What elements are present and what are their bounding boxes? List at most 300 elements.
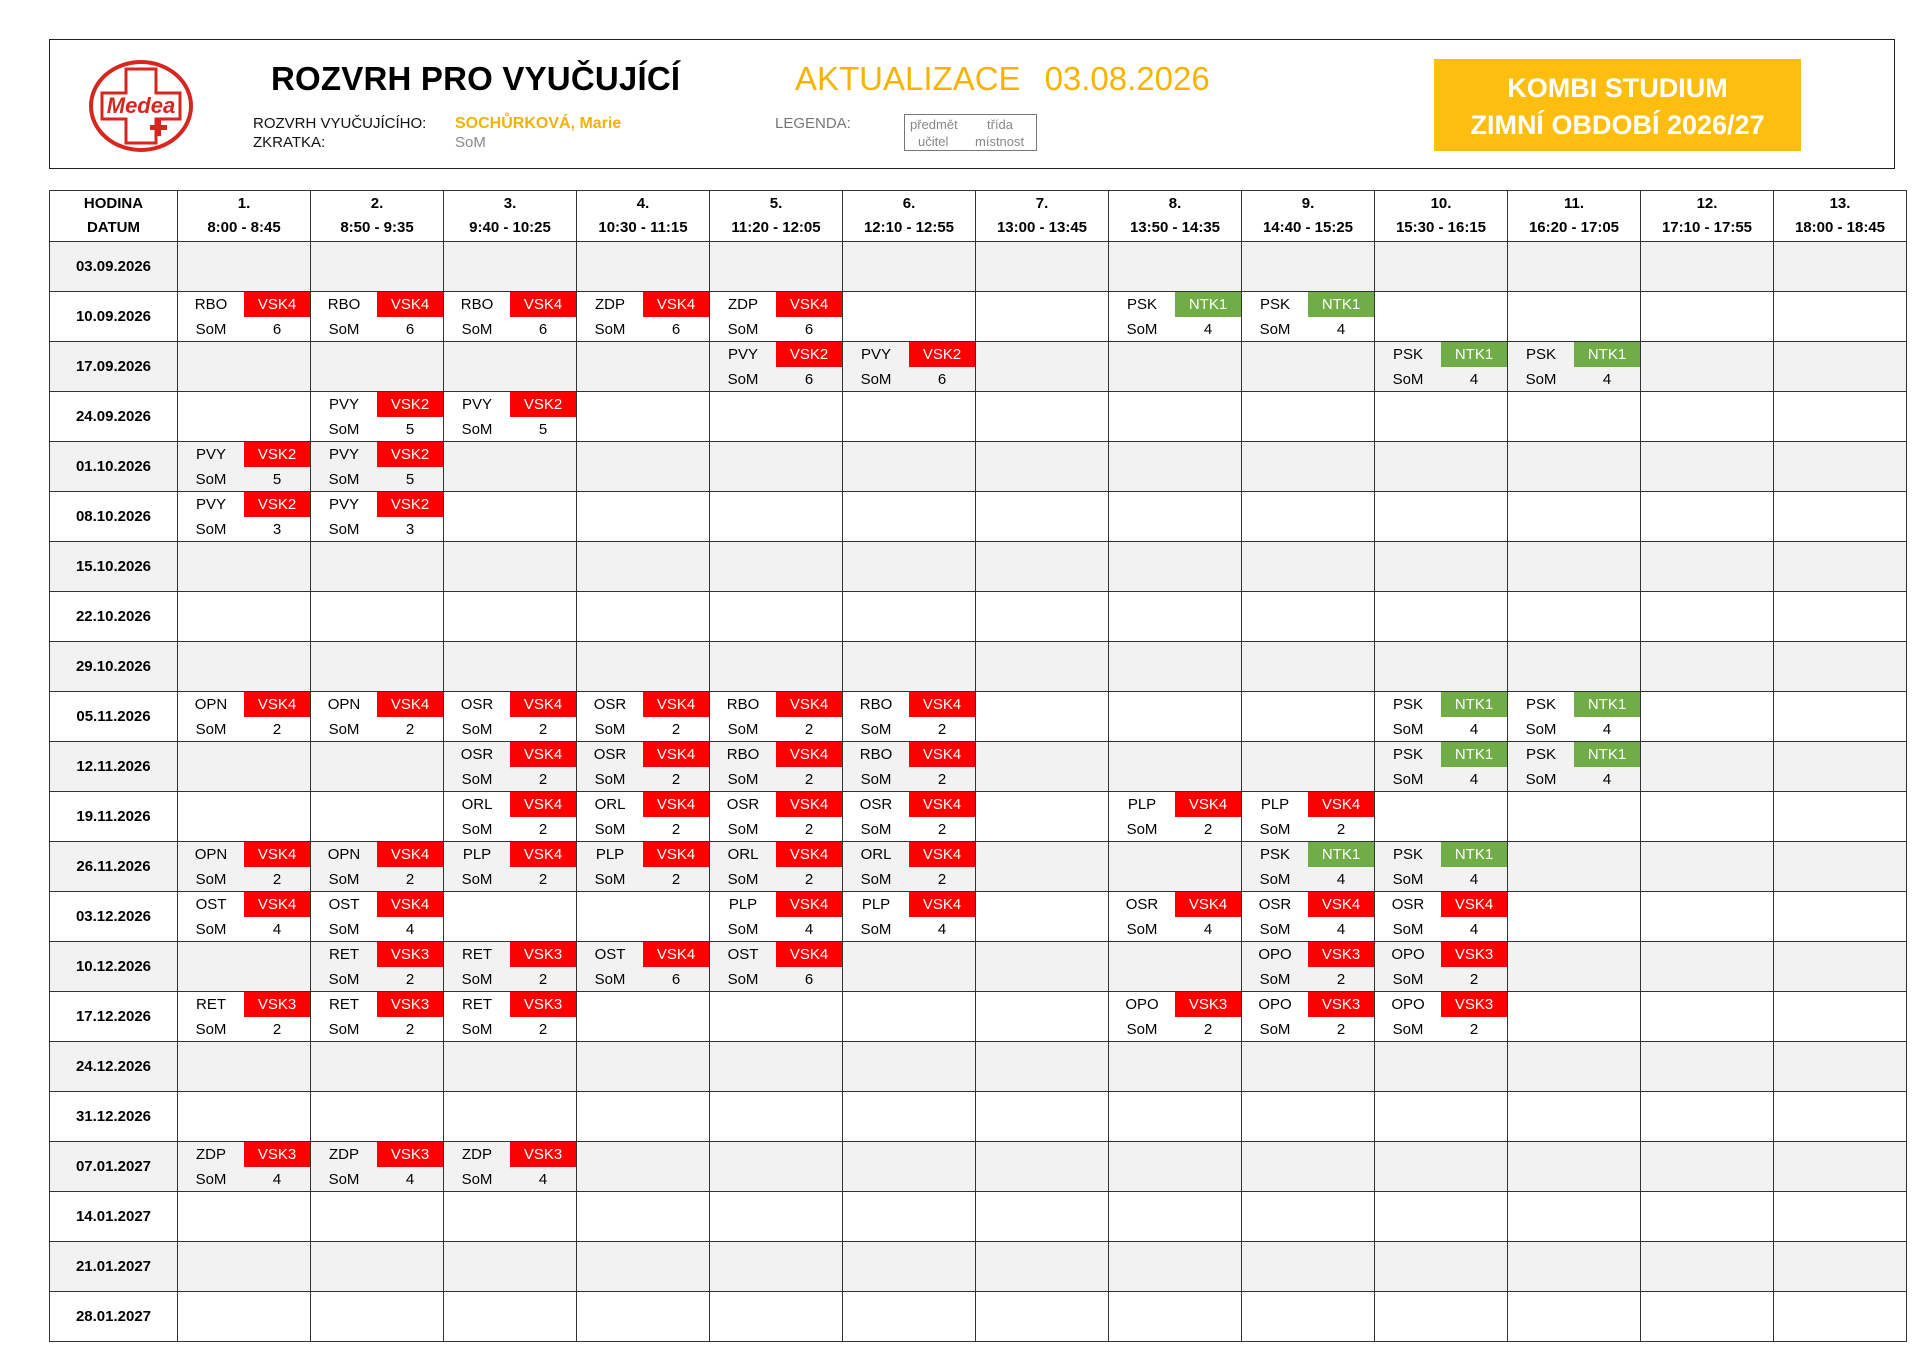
lesson-class: 6 (671, 321, 681, 338)
lesson-teacher: SoM (727, 771, 759, 788)
period-cell (1375, 942, 1508, 992)
lesson-subject: PSK (1259, 296, 1290, 313)
lesson-subject: OSR (726, 796, 760, 813)
period-cell (1242, 242, 1375, 292)
period-header (311, 191, 444, 242)
period-cell (1109, 1042, 1242, 1092)
period-cell (1508, 1292, 1641, 1342)
lesson-subject: RET (196, 996, 226, 1013)
period-cell (1508, 942, 1641, 992)
lesson-class: 2 (1336, 971, 1346, 988)
lesson-room: VSK4 (244, 692, 310, 717)
lesson-subject: PVY (328, 496, 359, 513)
lesson-class: 2 (538, 721, 548, 738)
period-cell (1109, 1142, 1242, 1192)
period-cell (710, 1242, 843, 1292)
period-cell (1508, 992, 1641, 1042)
period-cell (1774, 692, 1907, 742)
period-cell (843, 992, 976, 1042)
lesson-subject: OPO (1258, 996, 1292, 1013)
lesson-teacher: SoM (860, 721, 892, 738)
period-number: 8. (1168, 195, 1182, 212)
lesson-teacher: SoM (461, 421, 493, 438)
lesson-entry (843, 692, 975, 741)
lesson-entry (311, 692, 443, 741)
period-cell (311, 1142, 444, 1192)
period-header (1242, 191, 1375, 242)
lesson-subject: RET (329, 946, 359, 963)
lesson-entry (311, 892, 443, 941)
lesson-teacher: SoM (1392, 921, 1424, 938)
period-cell (1242, 892, 1375, 942)
lesson-room: VSK4 (1175, 892, 1241, 917)
lesson-class: 4 (405, 1171, 415, 1188)
period-cell (976, 492, 1109, 542)
lesson-subject: PSK (1126, 296, 1157, 313)
row-date: 17.12.2026 (50, 992, 178, 1042)
lesson-class: 2 (937, 721, 947, 738)
lesson-subject: PLP (462, 846, 492, 863)
period-header (444, 191, 577, 242)
lesson-subject: OSR (593, 696, 627, 713)
lesson-entry (178, 892, 310, 941)
lesson-teacher: SoM (195, 471, 227, 488)
lesson-class: 2 (671, 721, 681, 738)
period-cell (444, 642, 577, 692)
lesson-room: VSK4 (909, 792, 975, 817)
period-number: 12. (1696, 195, 1718, 212)
period-cell (843, 442, 976, 492)
period-cell (843, 692, 976, 742)
lesson-entry (178, 992, 310, 1041)
period-cell (1641, 242, 1774, 292)
lesson-teacher: SoM (195, 1171, 227, 1188)
row-date: 12.11.2026 (50, 742, 178, 792)
lesson-teacher: SoM (1392, 721, 1424, 738)
period-cell (843, 1042, 976, 1092)
lesson-subject: RET (329, 996, 359, 1013)
period-cell (1375, 242, 1508, 292)
period-cell (178, 642, 311, 692)
lesson-room: VSK4 (1308, 892, 1374, 917)
lesson-class: 4 (272, 921, 282, 938)
lesson-subject: PVY (195, 496, 226, 513)
lesson-teacher: SoM (328, 921, 360, 938)
period-cell (1242, 1242, 1375, 1292)
period-cell (444, 1092, 577, 1142)
period-time: 18:00 - 18:45 (1794, 219, 1886, 236)
period-cell (1508, 792, 1641, 842)
period-cell (444, 542, 577, 592)
lesson-class: 5 (405, 421, 415, 438)
period-cell (976, 892, 1109, 942)
period-cell (710, 342, 843, 392)
lesson-room: NTK1 (1175, 292, 1241, 317)
lesson-entry (1508, 342, 1640, 391)
lesson-entry (444, 792, 576, 841)
period-time: 10:30 - 11:15 (598, 219, 688, 236)
row-date: 24.12.2026 (50, 1042, 178, 1092)
lesson-class: 6 (804, 321, 814, 338)
lesson-subject: OST (328, 896, 360, 913)
period-cell (1774, 792, 1907, 842)
lesson-entry (710, 742, 842, 791)
lesson-room: VSK4 (776, 742, 842, 767)
lesson-entry (843, 842, 975, 891)
lesson-teacher: SoM (1259, 871, 1291, 888)
period-cell (1375, 1242, 1508, 1292)
period-cell (1109, 642, 1242, 692)
lesson-entry (710, 292, 842, 341)
lesson-room: VSK4 (510, 692, 576, 717)
period-cell (1375, 642, 1508, 692)
lesson-class: 2 (272, 871, 282, 888)
period-cell (311, 942, 444, 992)
row-date: 21.01.2027 (50, 1242, 178, 1292)
lesson-class: 5 (538, 421, 548, 438)
period-cell (1641, 1142, 1774, 1192)
period-cell (577, 492, 710, 542)
period-cell (976, 592, 1109, 642)
schedule-row (50, 492, 1907, 542)
period-cell (1375, 542, 1508, 592)
lesson-subject: OSR (1391, 896, 1425, 913)
period-cell (311, 1292, 444, 1342)
period-cell (1641, 842, 1774, 892)
lesson-subject: OSR (460, 746, 494, 763)
period-cell (1641, 492, 1774, 542)
lesson-entry (311, 842, 443, 891)
lesson-entry (843, 342, 975, 391)
period-cell (976, 792, 1109, 842)
period-cell (444, 692, 577, 742)
lesson-entry (1242, 292, 1374, 341)
period-cell (577, 292, 710, 342)
period-cell (311, 592, 444, 642)
period-cell (710, 792, 843, 842)
lesson-room: VSK2 (909, 342, 975, 367)
period-cell (1375, 742, 1508, 792)
lesson-room: VSK4 (510, 742, 576, 767)
lesson-subject: PSK (1392, 846, 1423, 863)
lesson-class: 3 (405, 521, 415, 538)
period-cell (1242, 1292, 1375, 1342)
lesson-subject: RBO (859, 746, 893, 763)
lesson-class: 2 (1469, 971, 1479, 988)
period-cell (1641, 442, 1774, 492)
schedule-row (50, 592, 1907, 642)
lesson-entry (710, 892, 842, 941)
period-cell (710, 542, 843, 592)
lesson-teacher: SoM (860, 821, 892, 838)
period-cell (577, 1292, 710, 1342)
schedule-row (50, 242, 1907, 292)
lesson-class: 2 (671, 821, 681, 838)
lesson-entry (577, 692, 709, 741)
period-cell (1375, 792, 1508, 842)
period-header (178, 191, 311, 242)
lesson-room: VSK4 (643, 292, 709, 317)
lesson-class: 2 (937, 771, 947, 788)
lesson-room: VSK4 (776, 692, 842, 717)
period-cell (311, 1092, 444, 1142)
period-cell (178, 942, 311, 992)
lesson-class: 6 (804, 971, 814, 988)
period-cell (710, 942, 843, 992)
lesson-subject: PSK (1392, 696, 1423, 713)
lesson-room: VSK4 (643, 842, 709, 867)
period-cell (178, 892, 311, 942)
period-header (1774, 191, 1907, 242)
period-cell (1375, 1192, 1508, 1242)
lesson-subject: OSR (1125, 896, 1159, 913)
lesson-teacher: SoM (1525, 371, 1557, 388)
period-cell (976, 342, 1109, 392)
period-cell (444, 292, 577, 342)
period-number: 13. (1829, 195, 1851, 212)
period-cell (843, 742, 976, 792)
period-cell (976, 442, 1109, 492)
period-cell (1508, 1192, 1641, 1242)
period-cell (577, 1242, 710, 1292)
period-cell (178, 492, 311, 542)
lesson-entry (311, 292, 443, 341)
period-number: 5. (769, 195, 783, 212)
period-cell (1109, 892, 1242, 942)
period-cell (710, 242, 843, 292)
period-cell (1109, 942, 1242, 992)
period-cell (1508, 592, 1641, 642)
lesson-room: VSK2 (776, 342, 842, 367)
lesson-entry (577, 792, 709, 841)
period-header (976, 191, 1109, 242)
lesson-teacher: SoM (328, 421, 360, 438)
lesson-entry (843, 742, 975, 791)
period-time: 14:40 - 15:25 (1262, 219, 1354, 236)
period-cell (843, 592, 976, 642)
period-cell (1242, 492, 1375, 542)
period-cell (710, 442, 843, 492)
lesson-entry (178, 1142, 310, 1191)
period-cell (1774, 592, 1907, 642)
lesson-entry (444, 992, 576, 1041)
lesson-entry (444, 942, 576, 991)
period-cell (976, 942, 1109, 992)
period-cell (1242, 442, 1375, 492)
period-cell (1242, 1192, 1375, 1242)
lesson-teacher: SoM (461, 721, 493, 738)
period-cell (1242, 1042, 1375, 1092)
period-cell (976, 1192, 1109, 1242)
lesson-entry (444, 1142, 576, 1191)
period-header (577, 191, 710, 242)
lesson-room: VSK3 (377, 942, 443, 967)
lesson-entry (1109, 892, 1241, 941)
period-cell (1641, 392, 1774, 442)
period-cell (843, 1092, 976, 1142)
schedule-row (50, 792, 1907, 842)
lesson-room: VSK2 (244, 492, 310, 517)
row-date: 26.11.2026 (50, 842, 178, 892)
lesson-room: NTK1 (1574, 342, 1640, 367)
lesson-room: VSK4 (377, 292, 443, 317)
lesson-subject: PVY (461, 396, 492, 413)
period-number: 7. (1035, 195, 1049, 212)
lesson-entry (577, 292, 709, 341)
period-cell (1242, 842, 1375, 892)
lesson-room: VSK4 (1308, 792, 1374, 817)
abbr-label: ZKRATKA: (253, 134, 326, 151)
period-cell (1774, 292, 1907, 342)
period-cell (976, 242, 1109, 292)
period-header (1375, 191, 1508, 242)
period-cell (843, 342, 976, 392)
period-cell (178, 1192, 311, 1242)
period-cell (311, 742, 444, 792)
period-cell (1375, 1042, 1508, 1092)
period-cell (444, 342, 577, 392)
period-cell (1109, 992, 1242, 1042)
period-cell (444, 442, 577, 492)
period-number: 11. (1563, 195, 1585, 212)
schedule-row (50, 842, 1907, 892)
lesson-teacher: SoM (1259, 321, 1291, 338)
row-date: 03.12.2026 (50, 892, 178, 942)
lesson-room: VSK4 (244, 892, 310, 917)
period-cell (1641, 942, 1774, 992)
lesson-class: 2 (804, 771, 814, 788)
lesson-room: VSK3 (244, 992, 310, 1017)
lesson-subject: PSK (1525, 746, 1556, 763)
period-cell (178, 392, 311, 442)
period-cell (1641, 992, 1774, 1042)
period-cell (311, 542, 444, 592)
period-cell (976, 1092, 1109, 1142)
schedule-row (50, 992, 1907, 1042)
period-cell (1109, 742, 1242, 792)
lesson-room: VSK4 (643, 742, 709, 767)
period-cell (843, 892, 976, 942)
lesson-room: VSK2 (377, 442, 443, 467)
period-header (1641, 191, 1774, 242)
lesson-teacher: SoM (461, 1021, 493, 1038)
lesson-subject: ZDP (196, 1146, 226, 1163)
page-title: ROZVRH PRO VYUČUJÍCÍ (271, 60, 681, 97)
lesson-teacher: SoM (195, 871, 227, 888)
lesson-entry (1242, 892, 1374, 941)
lesson-entry (577, 942, 709, 991)
lesson-subject: ZDP (329, 1146, 359, 1163)
period-cell (1508, 542, 1641, 592)
period-cell (710, 692, 843, 742)
lesson-class: 4 (1469, 721, 1479, 738)
study-badge (1434, 59, 1801, 151)
period-cell (1242, 392, 1375, 442)
period-cell (1375, 392, 1508, 442)
lesson-class: 2 (538, 771, 548, 788)
lesson-room: VSK4 (776, 942, 842, 967)
lesson-class: 5 (405, 471, 415, 488)
lesson-entry (444, 742, 576, 791)
period-cell (1774, 392, 1907, 442)
legend-subject: předmět (910, 117, 958, 132)
period-cell (976, 642, 1109, 692)
lesson-entry (1109, 792, 1241, 841)
row-date: 19.11.2026 (50, 792, 178, 842)
header-panel (49, 39, 1895, 169)
lesson-entry (1375, 742, 1507, 791)
lesson-class: 2 (1203, 821, 1213, 838)
lesson-subject: RBO (859, 696, 893, 713)
lesson-teacher: SoM (328, 1021, 360, 1038)
period-cell (976, 392, 1109, 442)
legend-teacher: učitel (918, 134, 949, 149)
period-cell (577, 742, 710, 792)
period-cell (577, 542, 710, 592)
lesson-room: NTK1 (1441, 742, 1507, 767)
period-cell (1774, 992, 1907, 1042)
lesson-class: 2 (272, 1021, 282, 1038)
lesson-room: VSK4 (776, 892, 842, 917)
header-row (50, 191, 1907, 242)
lesson-entry (1375, 942, 1507, 991)
period-cell (178, 692, 311, 742)
lesson-class: 4 (272, 1171, 282, 1188)
lesson-teacher: SoM (461, 821, 493, 838)
period-cell (710, 742, 843, 792)
lesson-room: VSK3 (377, 992, 443, 1017)
schedule-row (50, 692, 1907, 742)
schedule-row (50, 892, 1907, 942)
schedule-row (50, 1042, 1907, 1092)
lesson-class: 2 (671, 871, 681, 888)
lesson-entry (444, 292, 576, 341)
schedule-row (50, 742, 1907, 792)
lesson-entry (311, 992, 443, 1041)
period-cell (1109, 492, 1242, 542)
period-cell (1508, 692, 1641, 742)
lesson-subject: OSR (1258, 896, 1292, 913)
row-date: 29.10.2026 (50, 642, 178, 692)
lesson-entry (444, 842, 576, 891)
period-cell (1508, 242, 1641, 292)
period-cell (710, 1192, 843, 1242)
lesson-teacher: SoM (328, 971, 360, 988)
lesson-teacher: SoM (1525, 721, 1557, 738)
period-cell (178, 1142, 311, 1192)
period-cell (976, 542, 1109, 592)
period-cell (1375, 992, 1508, 1042)
lesson-subject: PLP (1260, 796, 1290, 813)
period-time: 11:20 - 12:05 (731, 219, 821, 236)
period-cell (1774, 642, 1907, 692)
lesson-teacher: SoM (328, 1171, 360, 1188)
lesson-room: NTK1 (1308, 292, 1374, 317)
period-cell (710, 592, 843, 642)
lesson-teacher: SoM (328, 321, 360, 338)
lesson-teacher: SoM (1126, 321, 1158, 338)
lesson-entry (1375, 692, 1507, 741)
period-cell (444, 1292, 577, 1342)
lesson-teacher: SoM (727, 921, 759, 938)
lesson-room: VSK4 (510, 292, 576, 317)
lesson-room: VSK3 (1308, 942, 1374, 967)
lesson-class: 6 (937, 371, 947, 388)
period-cell (710, 842, 843, 892)
period-cell (577, 592, 710, 642)
lesson-entry (1242, 842, 1374, 891)
period-cell (976, 742, 1109, 792)
